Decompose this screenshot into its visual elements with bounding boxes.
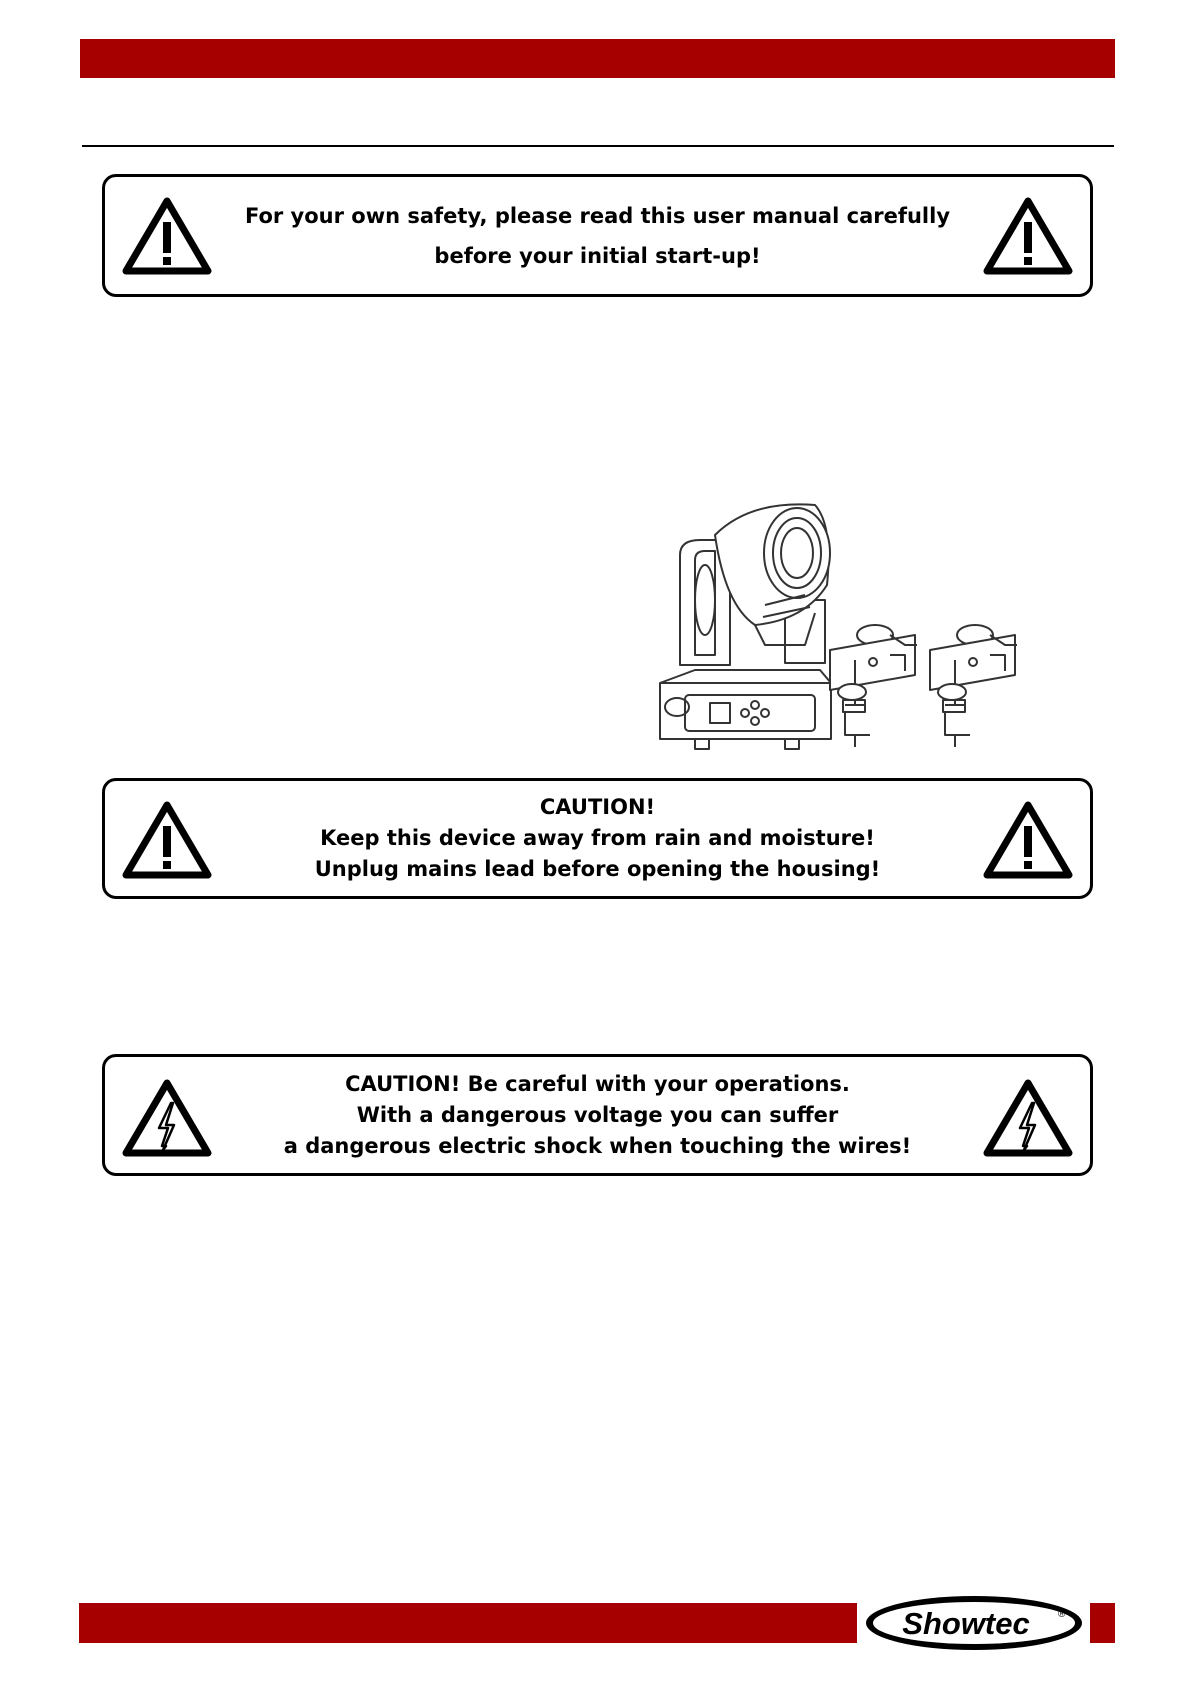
safety-notice	[102, 174, 1093, 297]
safety-line-2: before your initial start-up!	[434, 243, 761, 268]
caution-moisture-notice	[102, 778, 1093, 899]
warning-triangle-icon	[982, 800, 1074, 880]
header-rule	[82, 145, 1114, 147]
caution-voltage-notice	[102, 1054, 1093, 1176]
moving-head-illustration	[655, 495, 1060, 760]
warning-triangle-icon	[121, 800, 213, 880]
voltage-line-2: With a dangerous voltage you can suffer	[356, 1102, 839, 1127]
warning-triangle-icon	[121, 196, 213, 276]
caution-unplug-line: Unplug mains lead before opening the housing!	[314, 857, 881, 881]
warning-triangle-icon	[982, 196, 1074, 276]
logo-text: Showtec	[902, 1606, 1030, 1641]
voltage-line-1: CAUTION! Be careful with your operations.	[345, 1071, 850, 1096]
high-voltage-icon	[121, 1078, 213, 1158]
safety-line-1: For your own safety, please read this user manual carefully	[244, 203, 951, 228]
footer-bar	[79, 1603, 857, 1643]
footer-bar-end	[1090, 1603, 1115, 1643]
high-voltage-icon	[982, 1078, 1074, 1158]
logo-registered-mark: ®	[1058, 1609, 1066, 1620]
voltage-line-3: a dangerous electric shock when touching the wires!	[283, 1133, 912, 1158]
header-bar	[80, 39, 1115, 78]
caution-moisture-line: Keep this device away from rain and moisture!	[320, 826, 875, 850]
showtec-logo	[862, 1593, 1086, 1653]
caution-title: CAUTION!	[539, 795, 656, 819]
